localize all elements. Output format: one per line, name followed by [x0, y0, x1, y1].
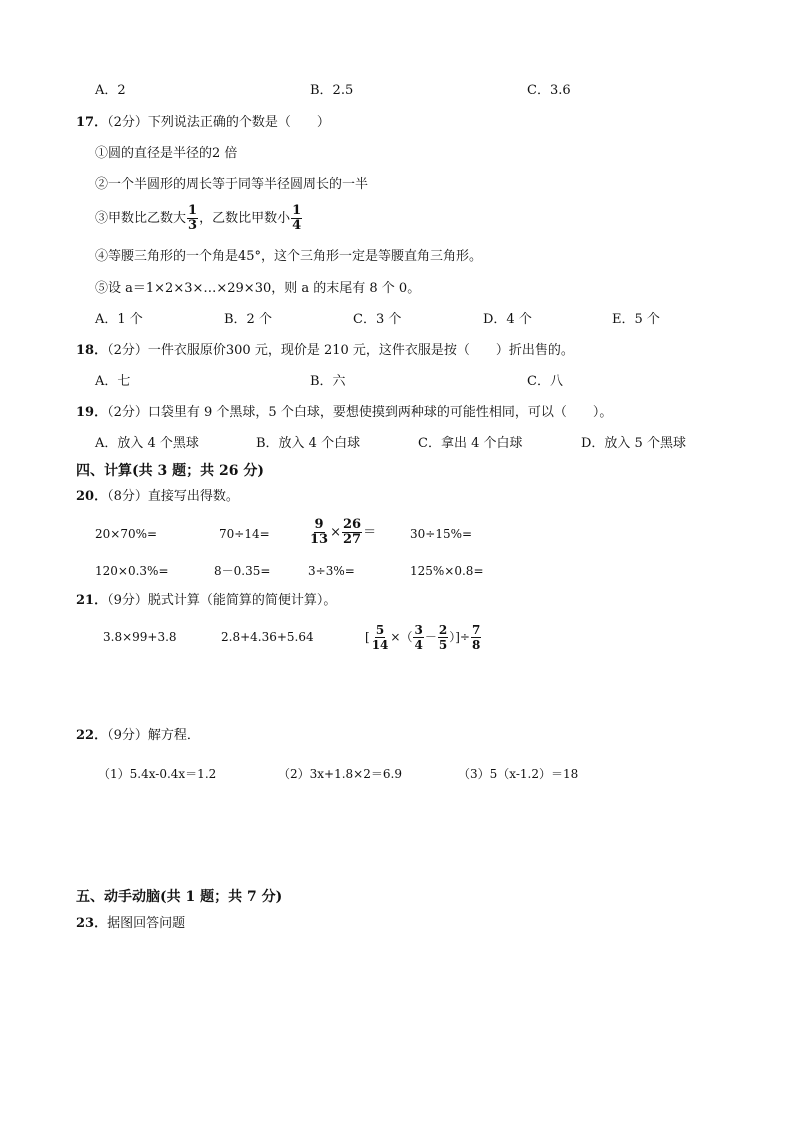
q17-stem: 下列说法正确的个数是（ ） — [147, 115, 330, 130]
q19-option-a: A．放入 4 个黑球 — [95, 436, 199, 451]
q23-stem-line — [76, 915, 185, 933]
q20-item-6: 8－0.35= — [214, 564, 271, 578]
q21-e3-f2-den: 4 — [414, 638, 423, 652]
q20-stem: 直接写出得数。 — [147, 489, 239, 504]
q21-e3-f2-num: 3 — [414, 623, 423, 637]
q20-item-7: 3÷3%= — [308, 564, 355, 578]
q21-e3-fraction-1 — [371, 623, 390, 652]
q19-option-b: B．放入 4 个白球 — [256, 436, 361, 451]
q22-score: （9分） — [107, 728, 148, 743]
q21-e3-open: [ — [365, 630, 370, 644]
q21-e3-fraction-2 — [413, 623, 423, 652]
q18-option-a: A．七 — [95, 374, 131, 389]
q17-s3-fraction-2 — [291, 204, 302, 233]
q17-stem-line — [76, 114, 330, 132]
q22-equation-2: （2）3x+1.8×2＝6.9 — [278, 767, 402, 781]
q21-e3-fraction-4 — [471, 623, 481, 652]
q18-option-c: C．八 — [527, 374, 563, 389]
q21-e3-f4-den: 8 — [471, 638, 481, 652]
q21-e3-f3-den: 5 — [438, 638, 448, 652]
q21-stem-line — [76, 592, 336, 610]
q23-number: 23． — [76, 916, 108, 931]
section-4-heading: 四、计算(共 3 题；共 26 分) — [76, 463, 264, 479]
q20-item-2: 70÷14= — [219, 527, 270, 541]
q20-stem-line — [76, 488, 239, 506]
q16-option-a: A．2 — [95, 83, 126, 98]
q20-number: 20． — [76, 489, 108, 504]
q17-s3-f2-num: 1 — [292, 203, 302, 218]
q19-stem: 口袋里有 9 个黑球，5 个白球，要想使摸到两种球的可能性相同，可以（ ）。 — [147, 405, 613, 420]
q20-fb-den: 27 — [343, 532, 362, 547]
q22-number: 22． — [76, 728, 108, 743]
q22-equation-1: （1）5.4x-0.4x＝1.2 — [98, 767, 217, 781]
q17-option-a: A．1 个 — [95, 312, 143, 327]
q16-option-c: C．3.6 — [527, 83, 571, 98]
q17-statement-5: ⑤设 a＝1×2×3×…×29×30，则 a 的末尾有 8 个 0。 — [95, 281, 421, 296]
q21-expression-3 — [365, 617, 482, 657]
q21-e3-f3-num: 2 — [438, 623, 448, 637]
q17-s3-text-a: ③甲数比乙数大 — [95, 211, 187, 226]
q20-fb-num: 26 — [343, 517, 362, 532]
q23-stem: 据图回答问题 — [107, 916, 186, 931]
q20-item-3 — [308, 513, 376, 553]
q17-option-c: C．3 个 — [353, 312, 402, 327]
q17-statement-2: ②一个半圆形的周长等于同等半径圆周长的一半 — [95, 177, 369, 192]
q21-e3-f4-num: 7 — [471, 623, 481, 637]
q21-score: （9分） — [107, 593, 148, 608]
q22-stem: 解方程． — [147, 728, 200, 743]
q17-option-d: D．4 个 — [483, 312, 532, 327]
q17-s3-f1-num: 1 — [188, 203, 198, 218]
q20-fraction-a — [309, 518, 329, 547]
q17-s3-f1-den: 3 — [188, 218, 198, 233]
q18-number: 18． — [76, 343, 108, 358]
q21-stem: 脱式计算（能简算的简便计算）。 — [147, 593, 337, 608]
q21-e3-f1-num: 5 — [375, 623, 385, 637]
q17-option-b: B．2 个 — [224, 312, 272, 327]
q21-e3-fraction-3 — [438, 623, 448, 652]
q18-option-b: B．六 — [310, 374, 346, 389]
q18-score: （2分） — [107, 343, 148, 358]
q22-equation-3: （3）5（x-1.2）＝18 — [458, 767, 579, 781]
q21-expression-1: 3.8×99+3.8 — [103, 630, 177, 644]
q21-e3-mid: ×（ — [390, 630, 413, 644]
q19-score: （2分） — [107, 405, 148, 420]
q20-item-1: 20×70%= — [95, 527, 158, 541]
q17-statement-4: ④等腰三角形的一个角是45°，这个三角形一定是等腰直角三角形。 — [95, 249, 483, 264]
q20-fraction-b — [342, 518, 362, 547]
q20-equals: ＝ — [363, 525, 377, 540]
q19-number: 19． — [76, 405, 108, 420]
q17-statement-3 — [95, 204, 303, 234]
q21-expression-2: 2.8+4.36+5.64 — [221, 630, 314, 644]
q20-fa-den: 13 — [310, 532, 329, 547]
q21-e3-f1-den: 14 — [371, 638, 389, 652]
q21-e3-minus: － — [424, 630, 437, 644]
q20-item-4: 30÷15%= — [410, 527, 473, 541]
section-5-heading: 五、动手动脑(共 1 题；共 7 分) — [76, 889, 283, 905]
q21-number: 21． — [76, 593, 108, 608]
q22-stem-line — [76, 727, 200, 745]
q16-option-b: B．2.5 — [310, 83, 354, 98]
q19-option-d: D．放入 5 个黑球 — [581, 436, 686, 451]
q20-times: × — [330, 525, 341, 540]
q17-number: 17． — [76, 115, 108, 130]
q17-s3-f2-den: 4 — [292, 218, 302, 233]
q20-score: （8分） — [107, 489, 148, 504]
q17-score: （2分） — [107, 115, 148, 130]
q20-fa-num: 9 — [314, 517, 324, 532]
q17-option-e: E．5 个 — [612, 312, 660, 327]
q18-stem-line — [76, 342, 574, 360]
q19-stem-line — [76, 404, 612, 422]
q20-item-5: 120×0.3%= — [95, 564, 169, 578]
q18-stem: 一件衣服原价300 元，现价是 210 元，这件衣服是按（ ）折出售的。 — [147, 343, 574, 358]
q17-statement-1: ①圆的直径是半径的2 倍 — [95, 146, 238, 161]
q17-s3-text-b: ，乙数比甲数小 — [199, 211, 291, 226]
q21-e3-close: ）]÷ — [449, 630, 470, 644]
q17-s3-fraction-1 — [187, 204, 198, 233]
q19-option-c: C．拿出 4 个白球 — [418, 436, 523, 451]
q20-item-8: 125%×0.8= — [410, 564, 484, 578]
